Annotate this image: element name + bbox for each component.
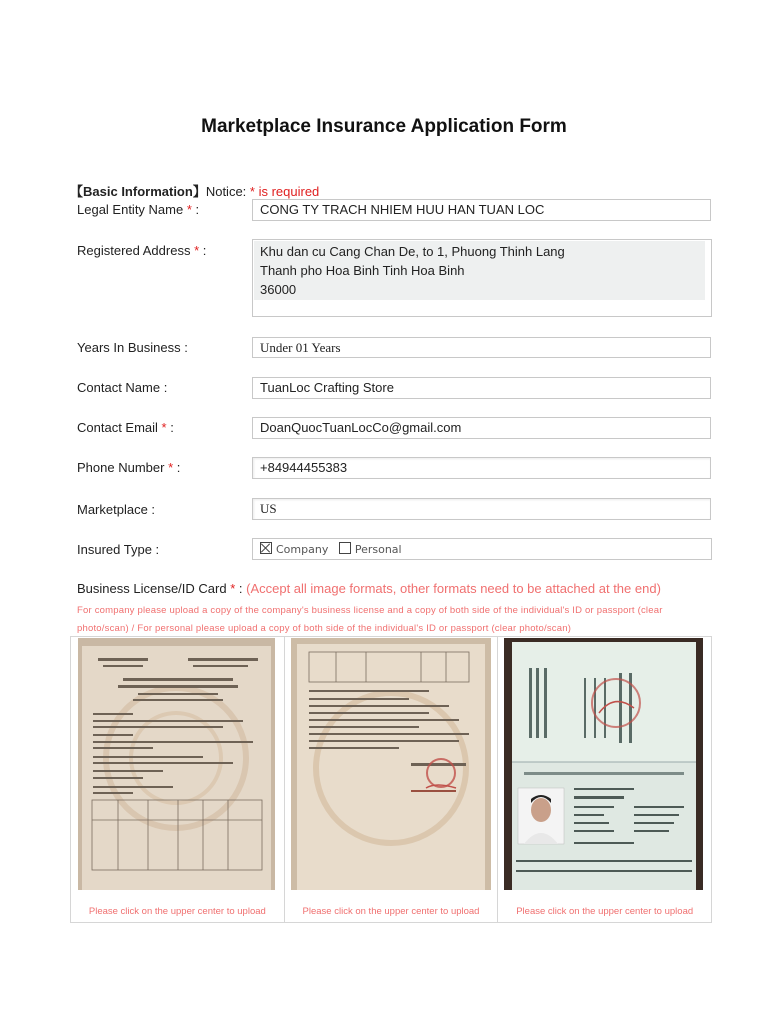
insured-option-personal-label: Personal (354, 543, 402, 556)
contact-email-label-text: Contact Email (77, 420, 158, 435)
section-heading (70, 181, 319, 200)
upload-slot-2[interactable] (285, 637, 499, 922)
page-title: Marketplace Insurance Application Form (201, 116, 567, 137)
checkbox-empty-icon (339, 542, 351, 554)
marketplace-label: Marketplace : (77, 502, 156, 517)
license-label-text: Business License/ID Card (77, 581, 227, 596)
insured-option-personal[interactable] (339, 543, 402, 556)
phone-label (77, 460, 180, 475)
legal-entity-field[interactable]: CONG TY TRACH NHIEM HUU HAN TUAN LOC (252, 199, 711, 221)
label-colon: : (173, 460, 181, 475)
upload-caption: Please click on the upper center to upload (302, 906, 480, 917)
notice-label: Notice: (205, 184, 250, 199)
license-format-note: (Accept all image formats, other formats need to be attached at the end) (242, 581, 661, 596)
section-title: Basic Information (83, 184, 193, 199)
notice-required: * is required (249, 184, 320, 199)
contact-name-field[interactable]: TuanLoc Crafting Store (252, 377, 711, 399)
address-line-3: 36000 (260, 282, 297, 297)
upload-slot-3[interactable] (498, 637, 711, 922)
marketplace-field[interactable]: US (252, 498, 711, 520)
phone-label-text: Phone Number (77, 460, 165, 475)
contact-email-label (77, 420, 174, 435)
address-line-2: Thanh pho Hoa Binh Tinh Hoa Binh (260, 263, 465, 278)
address-field[interactable] (252, 239, 712, 317)
address-line-1: Khu dan cu Cang Chan De, to 1, Phuong Thinh Lang (260, 244, 565, 259)
upload-slot-1[interactable] (71, 637, 285, 922)
insured-type-field (252, 538, 712, 560)
phone-field[interactable]: +84944455383 (252, 457, 711, 479)
contact-email-field[interactable]: DoanQuocTuanLocCo@gmail.com (252, 417, 711, 439)
upload-caption: Please click on the upper center to upload (516, 906, 694, 917)
required-marker: * (161, 420, 167, 435)
label-colon: : (235, 581, 243, 596)
years-label: Years In Business : (77, 340, 188, 355)
license-label (77, 581, 661, 596)
label-colon: : (199, 243, 207, 258)
label-colon: : (166, 420, 174, 435)
upload-caption: Please click on the upper center to upload (88, 906, 266, 917)
address-label (77, 243, 206, 258)
legal-entity-label-text: Legal Entity Name (77, 202, 184, 217)
upload-instructions: For company please upload a copy of the company's business license and a copy of both side of the individual's ID or passport (clear photo/scan) / For personal please upload a copy of both side of the individual's ID or passport (clear photo/scan) (77, 605, 663, 634)
checkbox-checked-icon (260, 542, 272, 554)
required-marker: * (230, 581, 236, 596)
passport-scan-image[interactable] (504, 638, 703, 890)
section-bracket-close: 】 (192, 184, 206, 199)
insured-option-company[interactable] (260, 543, 328, 556)
required-marker: * (194, 243, 200, 258)
business-license-page-1-image[interactable] (78, 638, 275, 890)
required-marker: * (168, 460, 174, 475)
legal-entity-label (77, 202, 199, 217)
contact-name-label: Contact Name : (77, 380, 168, 395)
label-colon: : (191, 202, 200, 217)
insured-type-label: Insured Type : (77, 542, 160, 557)
years-field[interactable]: Under 01 Years (252, 337, 711, 358)
upload-grid (70, 636, 712, 923)
business-license-page-2-image[interactable] (291, 638, 491, 890)
insured-option-company-label: Company (276, 543, 329, 556)
required-marker: * (186, 202, 192, 217)
section-bracket-open: 【 (70, 184, 84, 199)
address-label-text: Registered Address (77, 243, 191, 258)
